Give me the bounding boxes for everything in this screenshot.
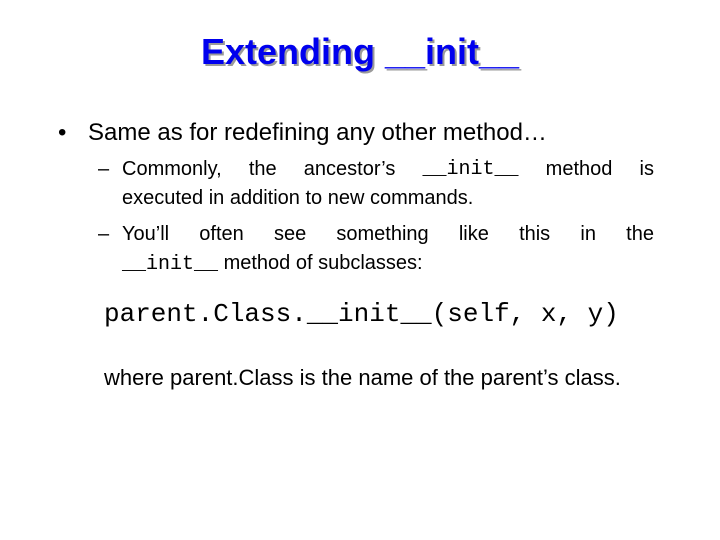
word: Commonly, [122,158,222,180]
word: the [248,158,277,180]
word: see [273,223,307,245]
bullet-item [58,118,547,148]
bullet-text: Same as for redefining any other method… [88,119,547,146]
init-code-inline: __init__ [122,253,219,276]
init-code-inline: __init__ [422,158,519,181]
word: something [336,223,429,245]
slide-title: Extending __init__ [200,31,520,72]
sub-bullet-dash: – [98,223,110,245]
code-example: parent.Class.__init__(self, x, y) [104,299,619,329]
word: method [545,158,613,180]
sub-bullet-line-1 [98,220,654,249]
word: ancestor’s [303,158,396,180]
sub-bullet-line-2 [98,249,654,279]
word: in [580,223,596,245]
word: often [199,223,244,245]
word: is [639,158,654,180]
word: the [626,223,654,245]
word: like [458,223,489,245]
word: this [519,223,551,245]
bullet-marker: • [58,119,67,146]
code-explanation: where parent.Class is the name of the parent’s class. [104,365,621,390]
sub-bullet-subclass-init [98,220,654,279]
sub-bullet-ancestor-init [98,155,654,213]
sub-bullet-line-2-text: method of subclasses: [218,252,423,274]
sub-bullet-line-1 [98,155,654,184]
sub-bullet-dash: – [98,158,110,180]
sub-bullet-line-2: executed in addition to new commands. [122,187,474,209]
word: You’ll [122,223,170,245]
